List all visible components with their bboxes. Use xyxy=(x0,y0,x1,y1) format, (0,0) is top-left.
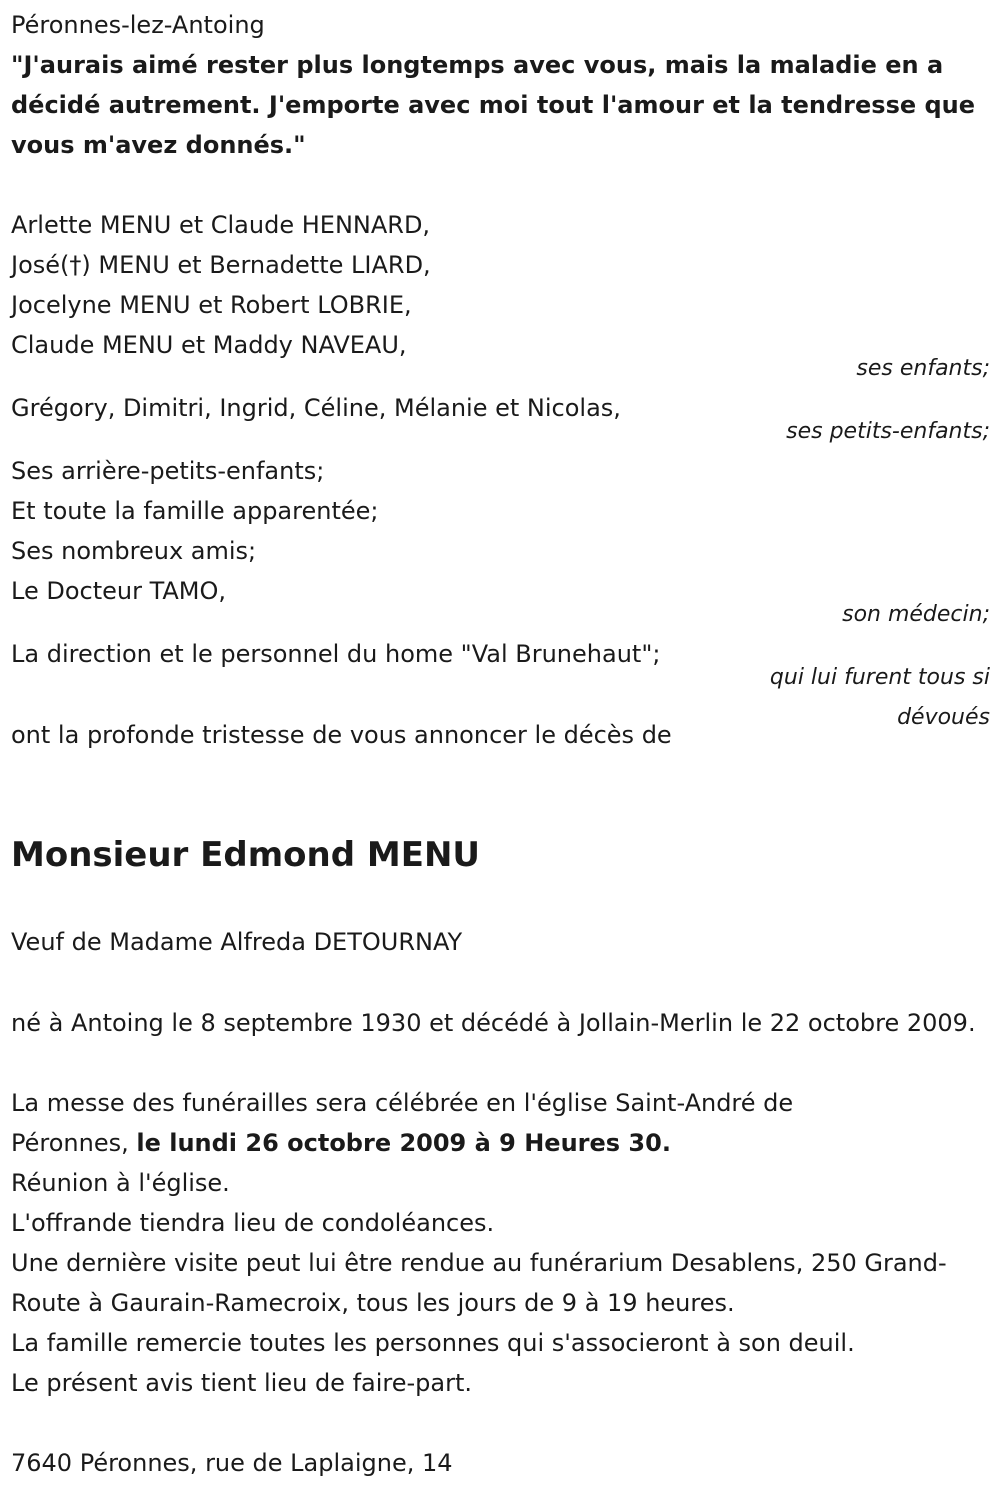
mass-time: le lundi 26 octobre 2009 à 9 Heures 30. xyxy=(136,1129,671,1157)
mass-intro: La messe des funérailles sera célébrée en l'église Saint-André de Péronnes, xyxy=(11,1089,794,1157)
other-line-3: Ses nombreux amis; xyxy=(11,537,257,565)
grandchildren-line: Grégory, Dimitri, Ingrid, Céline, Mélanie et Nicolas, xyxy=(11,394,621,422)
grandchildren-role: ses petits-enfants; xyxy=(786,419,990,444)
meeting-line: Réunion à l'église. xyxy=(11,1169,230,1197)
home-role: qui lui furent tous si dévoués xyxy=(769,665,990,730)
announcement: ont la profonde tristesse de vous annoncer le décès de xyxy=(11,721,672,749)
offering-line: L'offrande tiendra lieu de condoléances. xyxy=(11,1209,495,1237)
funeral-mass xyxy=(11,1083,881,1163)
visit-info: Une dernière visite peut lui être rendue au funérarium Desablens, 250 Grand-Route à Gaurain-Ramecroix, tous les jours de 9 à 19 heures. xyxy=(11,1249,947,1317)
widower-line: Veuf de Madame Alfreda DETOURNAY xyxy=(11,928,463,956)
doctor-line: Le Docteur TAMO, xyxy=(11,577,227,605)
place-heading: Péronnes-lez-Antoing xyxy=(11,11,265,39)
birth-death: né à Antoing le 8 septembre 1930 et décédé à Jollain-Merlin le 22 octobre 2009. xyxy=(11,1009,976,1037)
doctor-role: son médecin; xyxy=(842,602,990,627)
deceased-name: Monsieur Edmond MENU xyxy=(11,835,481,875)
children-role: ses enfants; xyxy=(856,356,990,381)
other-line-2: Et toute la famille apparentée; xyxy=(11,497,379,525)
child-line-1: Arlette MENU et Claude HENNARD, xyxy=(11,211,431,239)
child-line-4: Claude MENU et Maddy NAVEAU, xyxy=(11,331,407,359)
notice-line: Le présent avis tient lieu de faire-part. xyxy=(11,1369,473,1397)
home-line: La direction et le personnel du home "Val Brunehaut"; xyxy=(11,640,661,668)
child-line-2: José(†) MENU et Bernadette LIARD, xyxy=(11,251,431,279)
quote: "J'aurais aimé rester plus longtemps avec vous, mais la maladie en a décidé autrement. J'emporte avec moi tout l'amour et la tendresse que vous m'avez donnés." xyxy=(11,51,976,159)
thanks-line: La famille remercie toutes les personnes qui s'associeront à son deuil. xyxy=(11,1329,855,1357)
child-line-3: Jocelyne MENU et Robert LOBRIE, xyxy=(11,291,412,319)
address-line: 7640 Péronnes, rue de Laplaigne, 14 xyxy=(11,1449,453,1477)
other-line-1: Ses arrière-petits-enfants; xyxy=(11,457,325,485)
